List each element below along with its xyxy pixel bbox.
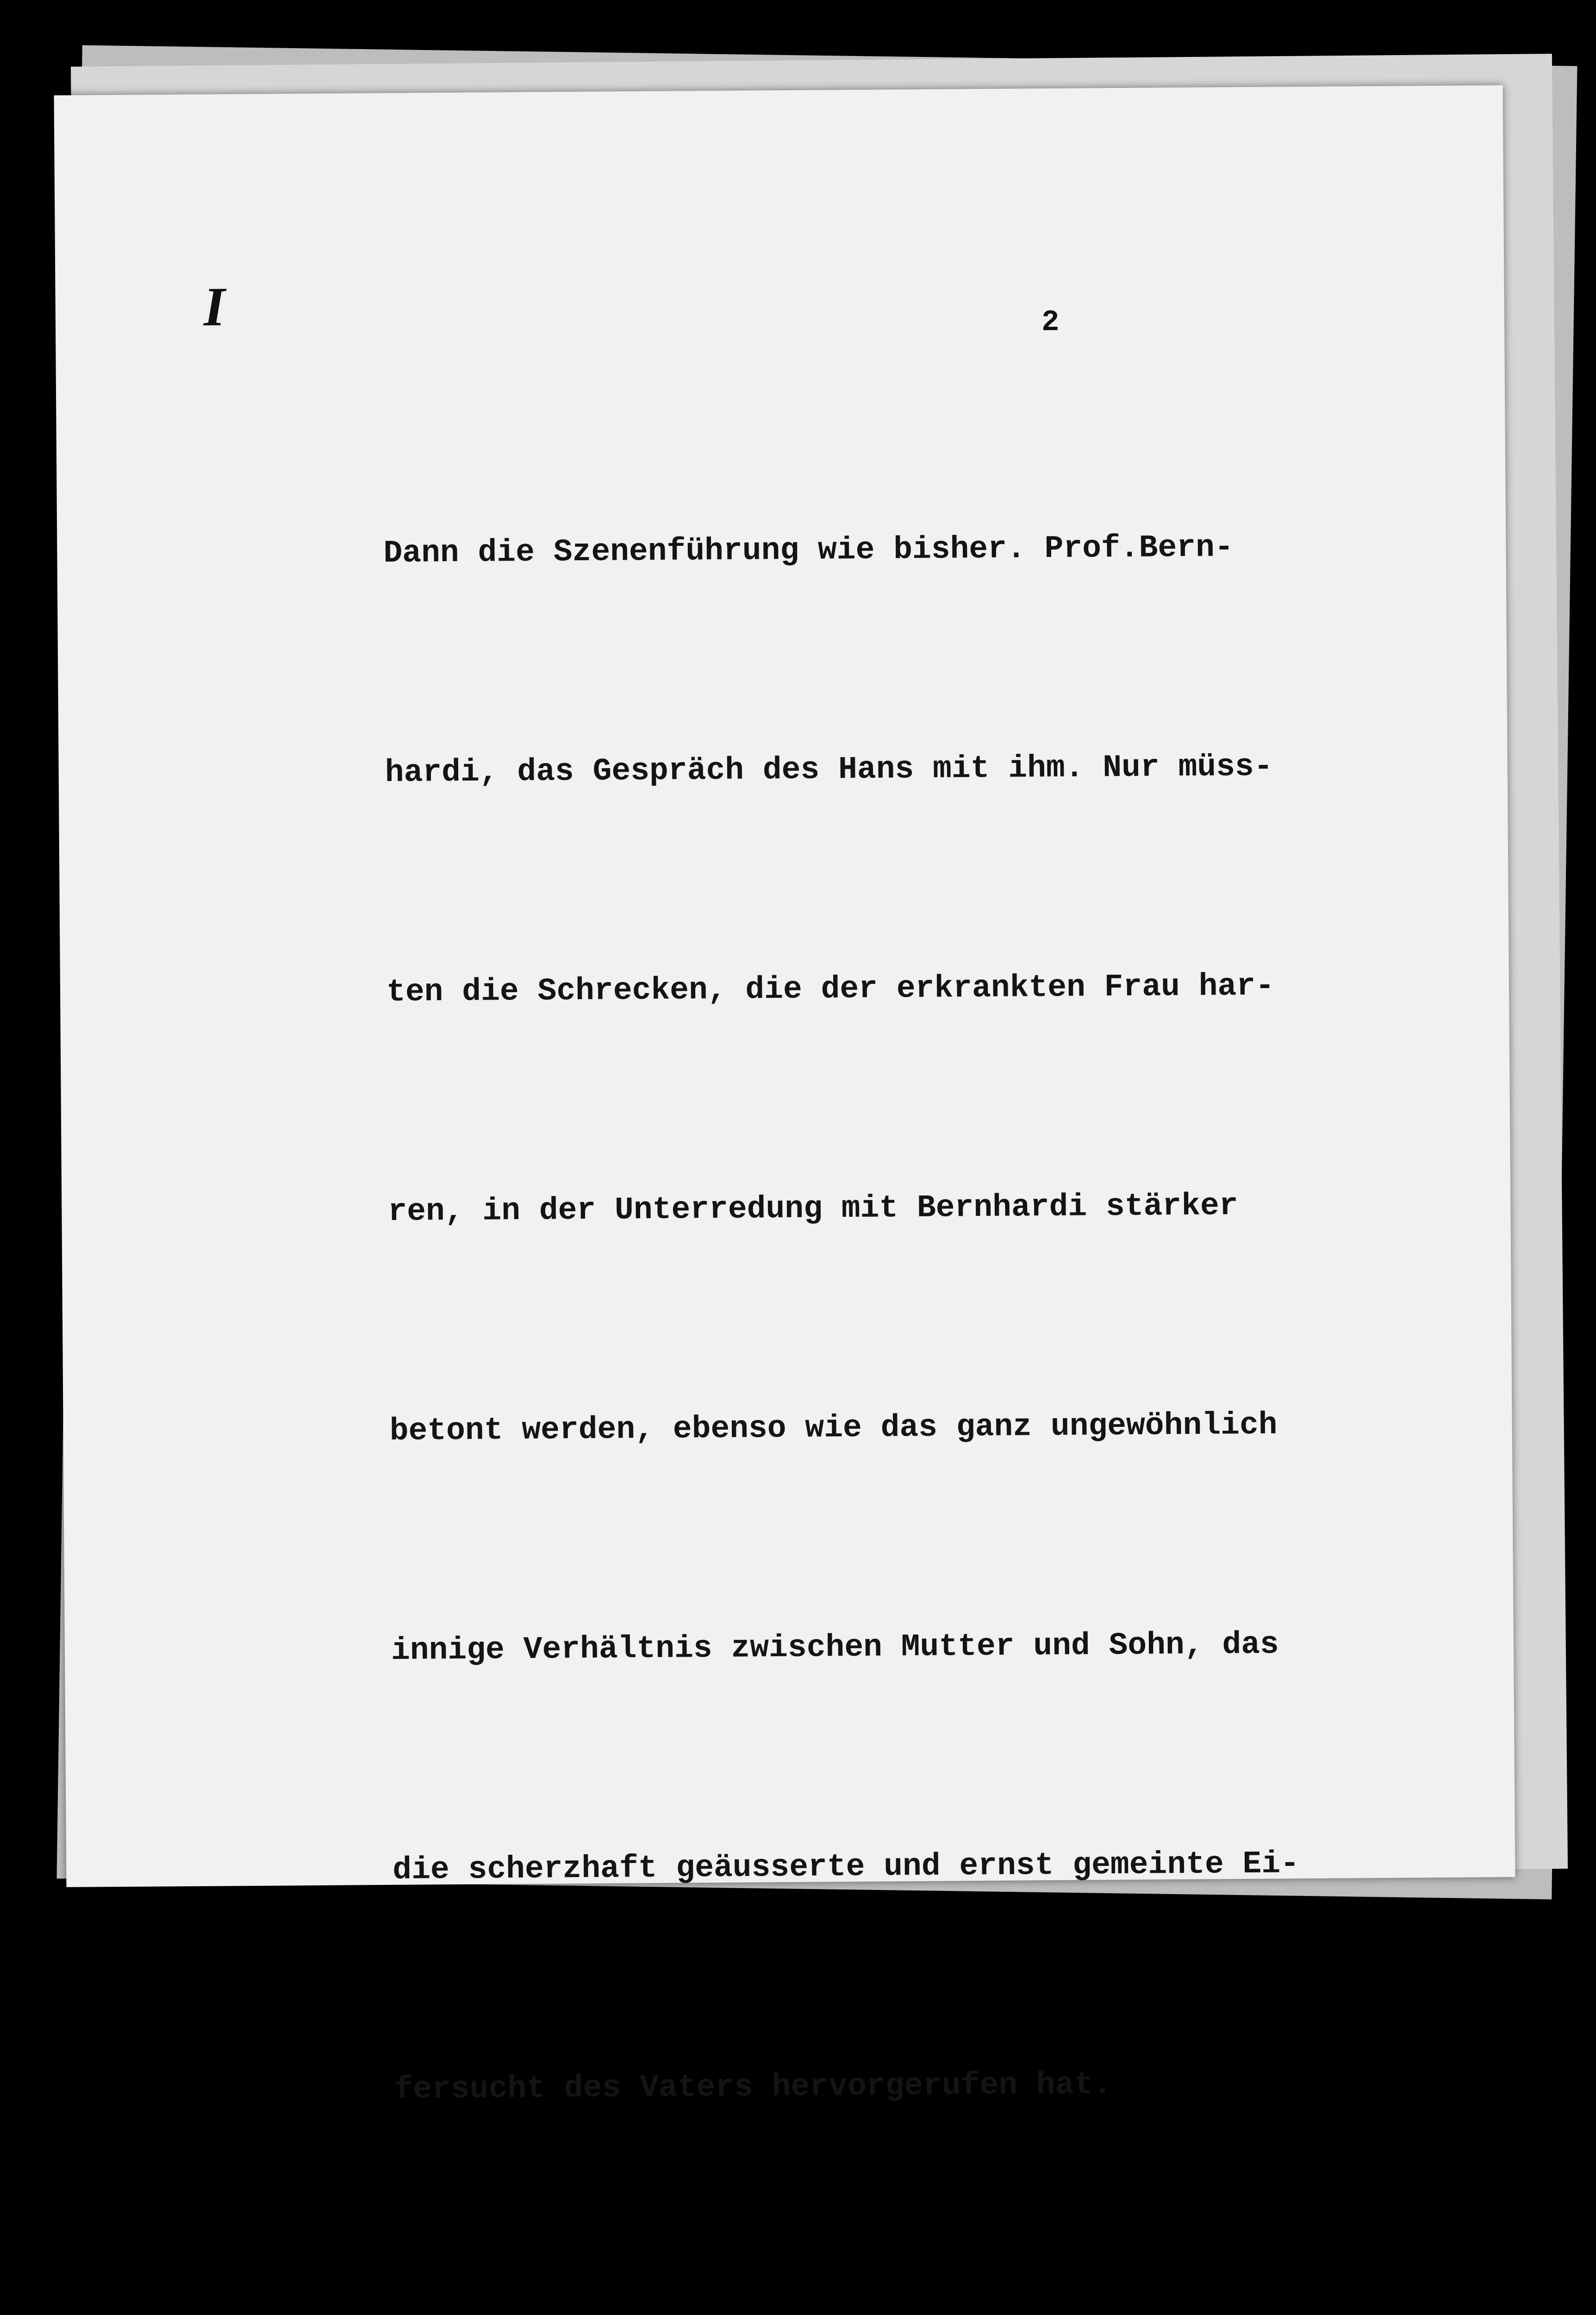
text-line: ten die Schrecken, die der erkrankten Frau har- <box>386 968 1275 1011</box>
document-page <box>54 85 1515 2108</box>
typed-text <box>382 363 1573 2315</box>
page-number: 2 <box>1041 306 1060 340</box>
text-line: fersucht des Vaters hervorgerufen hat. <box>394 2067 1112 2108</box>
text-line: ren, in der Unterredung mit Bernhardi stärker <box>388 1188 1238 1230</box>
margin-mark: I <box>203 275 225 338</box>
text-line: betont werden, ebenso wie das ganz ungewöhnlich <box>389 1407 1278 1449</box>
text-line: hardi, das Gespräch des Hans mit ihm. Nur müss- <box>385 749 1273 791</box>
text-line: die scherzhaft geäusserte und ernst gemeinte Ei- <box>393 1846 1300 1888</box>
text-line: Dann die Szenenführung wie bisher. Prof.Bern- <box>383 530 1234 572</box>
text-line: innige Verhältnis zwischen Mutter und Sohn, das <box>391 1627 1279 1669</box>
